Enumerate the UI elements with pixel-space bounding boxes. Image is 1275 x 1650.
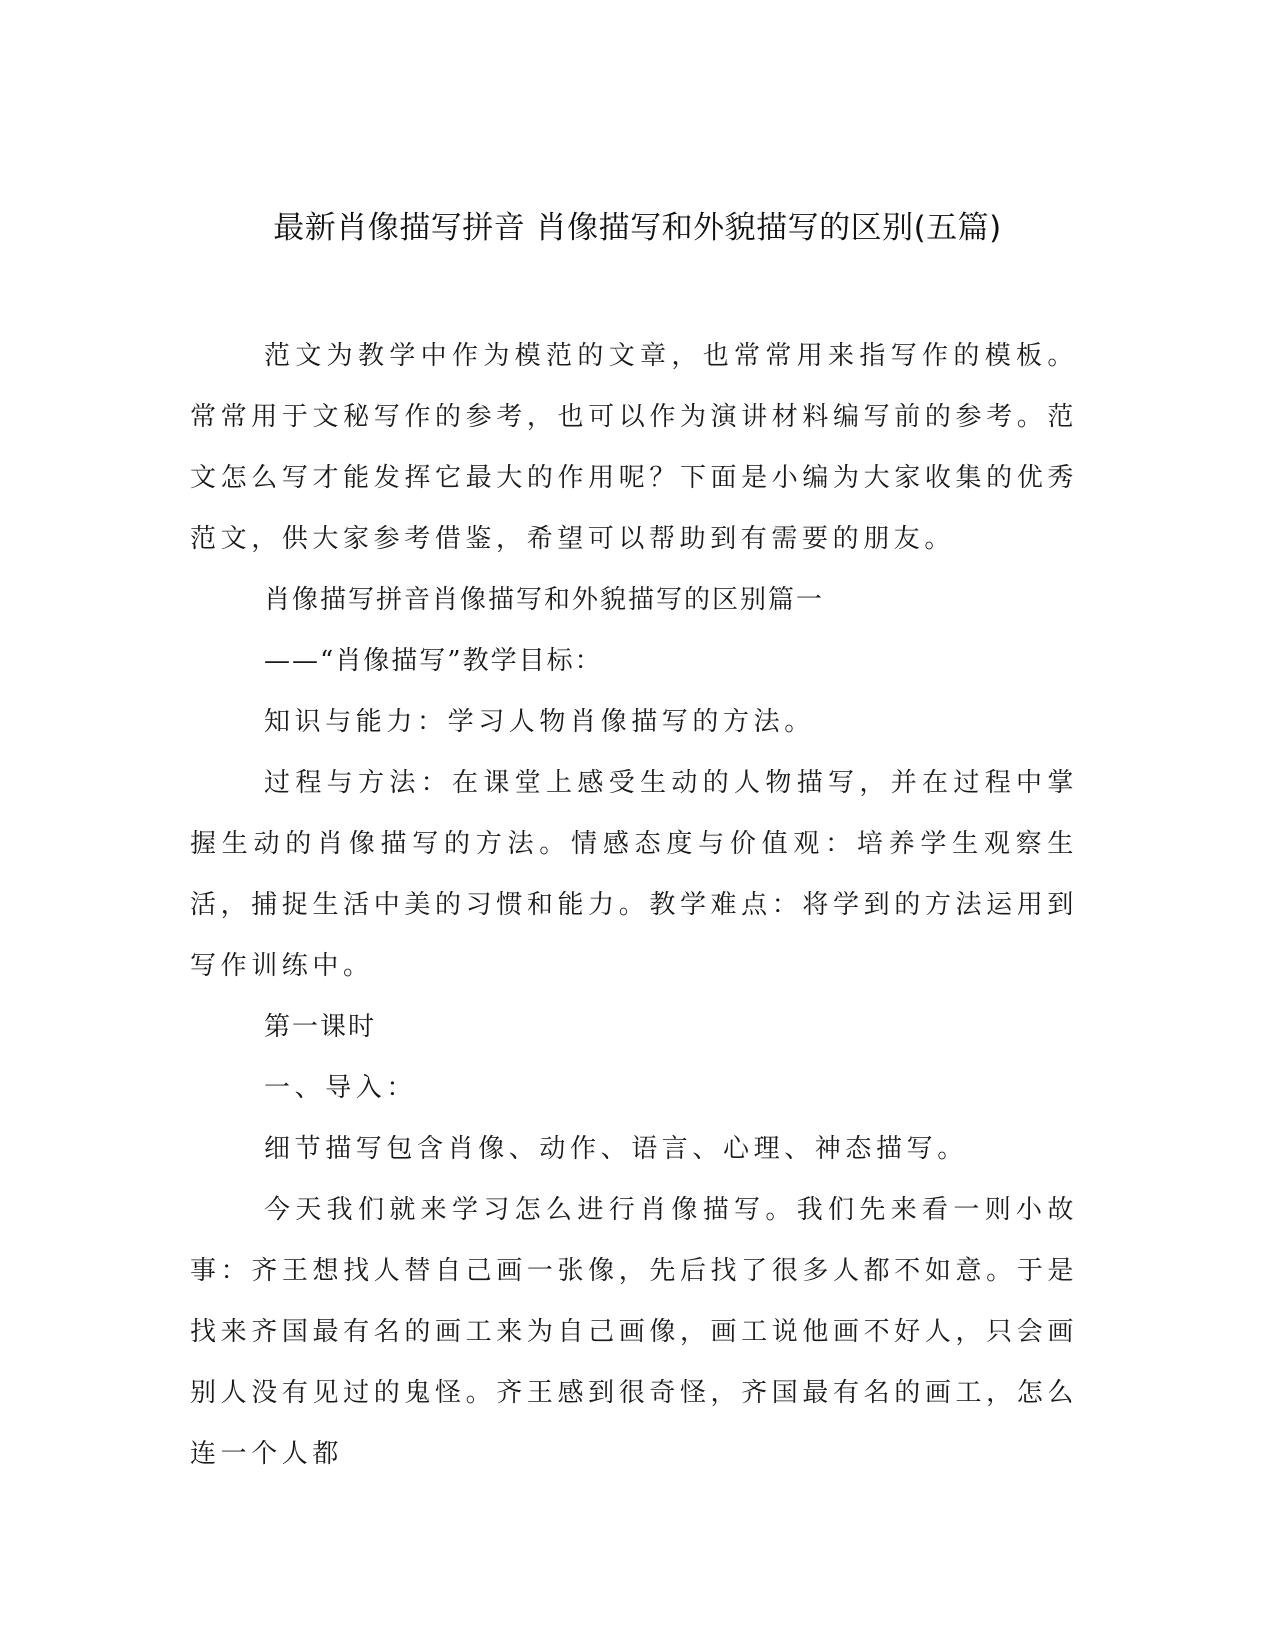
intro-step-heading: 一、导入： [264, 1073, 418, 1103]
document-body [190, 326, 1078, 1485]
lesson-heading: 第一课时 [264, 1012, 377, 1042]
detail-description-paragraph: 细节描写包含肖像、动作、语言、心理、神态描写。 [264, 1134, 968, 1164]
knowledge-ability-paragraph: 知识与能力：学习人物肖像描写的方法。 [264, 707, 815, 737]
teaching-goal-heading: ——“肖像描写”教学目标： [264, 646, 603, 676]
intro-paragraph: 范文为教学中作为模范的文章，也常常用来指写作的模板。常常用于文秘写作的参考，也可以作为演讲材料编写前的参考。范文怎么写才能发挥它最大的作用呢？下面是小编为大家收集的优秀范文，供大家参考借鉴，希望可以帮助到有需要的朋友。 [190, 341, 1078, 554]
document-title: 最新肖像描写拼音 肖像描写和外貌描写的区别(五篇) [273, 210, 1002, 246]
section-heading: 肖像描写拼音肖像描写和外貌描写的区别篇一 [264, 585, 825, 615]
process-method-paragraph: 过程与方法：在课堂上感受生动的人物描写，并在过程中掌握生动的肖像描写的方法。情感态度与价值观：培养学生观察生活，捕捉生活中美的习惯和能力。教学难点：将学到的方法运用到写作训练中。 [190, 768, 1078, 981]
story-paragraph: 今天我们就来学习怎么进行肖像描写。我们先来看一则小故事：齐王想找人替自己画一张像，先后找了很多人都不如意。于是找来齐国最有名的画工来为自己画像，画工说他画不好人，只会画别人没有见过的鬼怪。齐王感到很奇怪，齐国最有名的画工，怎么连一个人都 [190, 1195, 1078, 1469]
